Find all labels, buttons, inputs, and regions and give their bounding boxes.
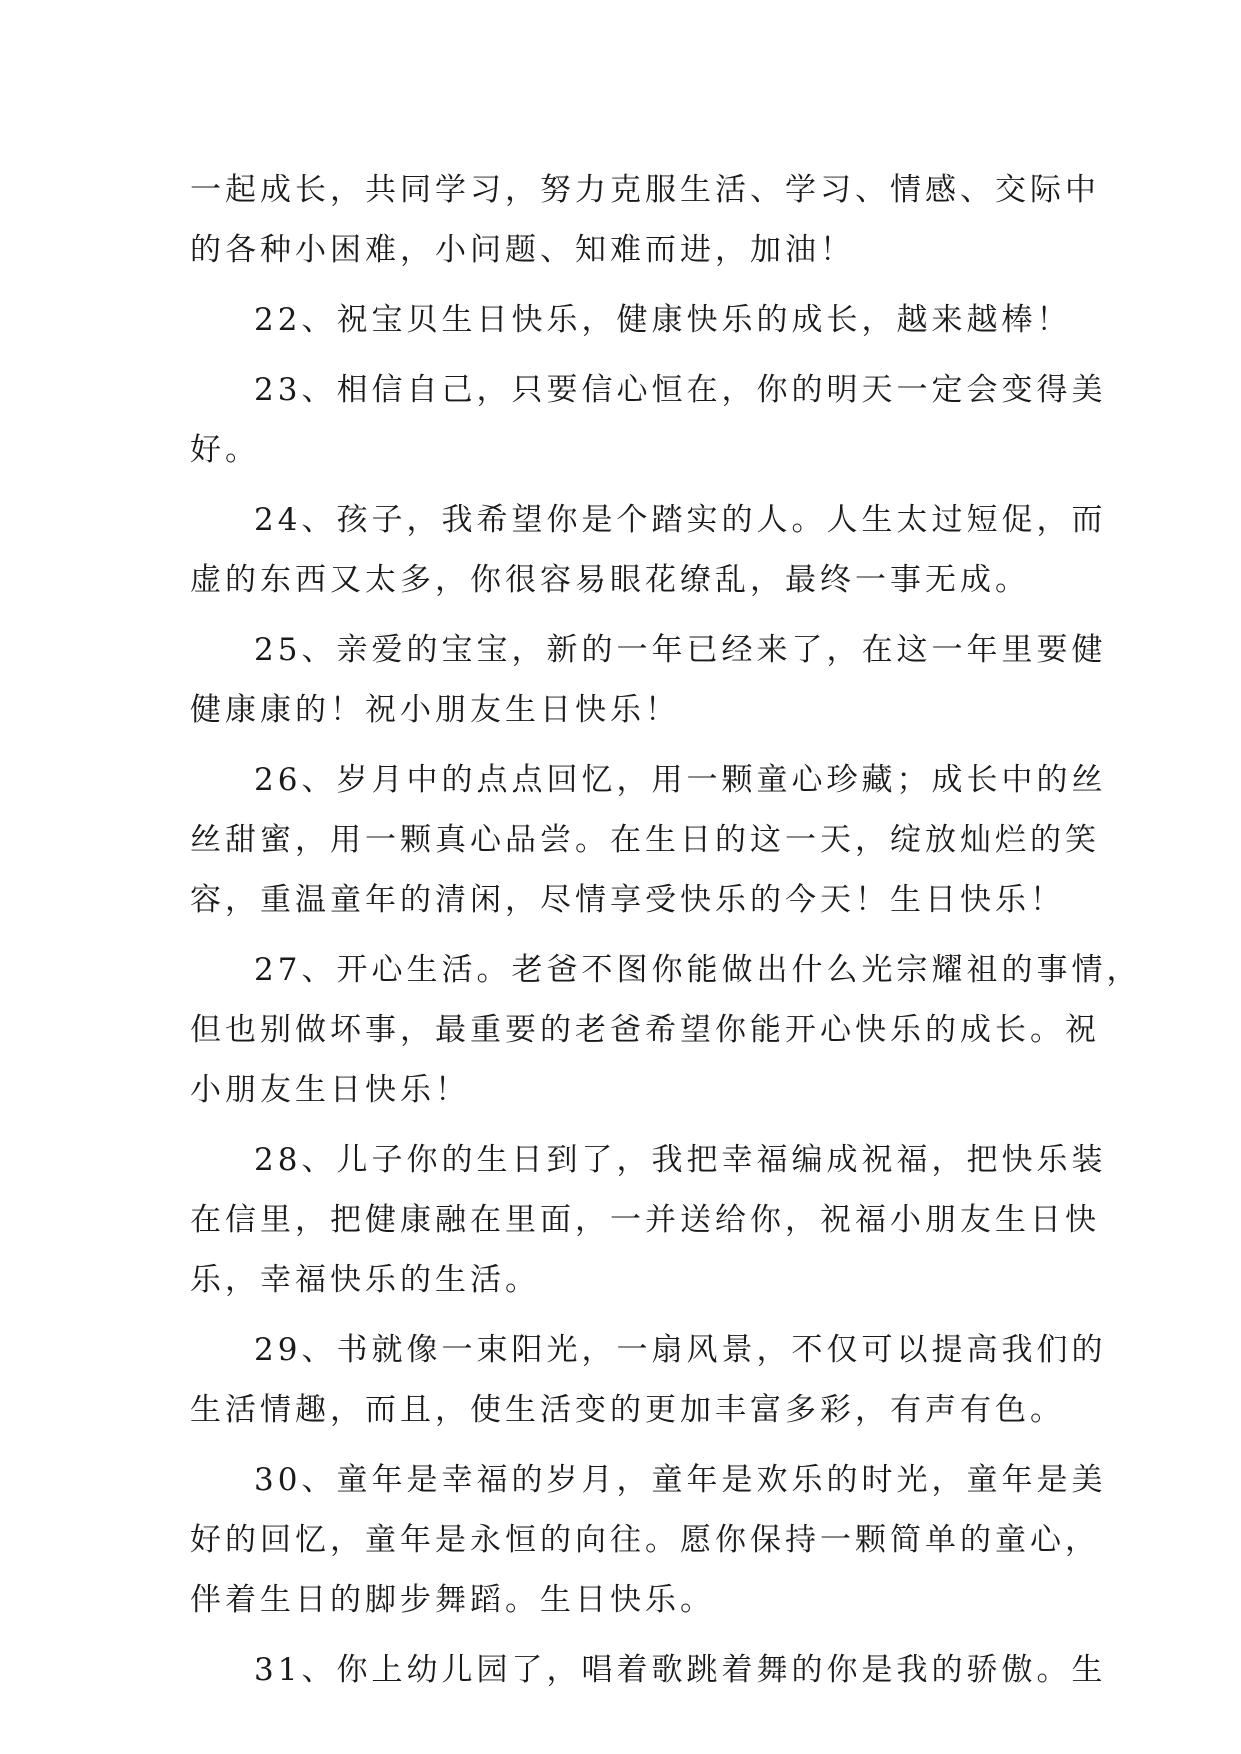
text-line: 容，重温童年的清闲，尽情享受快乐的今天！生日快乐！ (190, 882, 1065, 918)
text-line: 25、亲爱的宝宝，新的一年已经来了，在这一年里要健 (254, 632, 1107, 668)
text-line: 健康康的！祝小朋友生日快乐！ (190, 692, 680, 728)
text-line: 虚的东西又太多，你很容易眼花缭乱，最终一事无成。 (190, 562, 1030, 598)
text-line: 一起成长，共同学习，努力克服生活、学习、情感、交际中 (190, 172, 1100, 208)
text-line: 在信里，把健康融在里面，一并送给你，祝福小朋友生日快 (190, 1202, 1100, 1238)
text-line: 23、相信自己，只要信心恒在，你的明天一定会变得美 (254, 372, 1107, 408)
text-line: 29、书就像一束阳光，一扇风景，不仅可以提高我们的 (254, 1332, 1107, 1368)
text-line: 好。 (190, 432, 260, 468)
text-line: 伴着生日的脚步舞蹈。生日快乐。 (190, 1582, 715, 1618)
text-line: 22、祝宝贝生日快乐，健康快乐的成长，越来越棒！ (254, 302, 1072, 338)
text-line: 28、儿子你的生日到了，我把幸福编成祝福，把快乐装 (254, 1142, 1107, 1178)
text-line: 26、岁月中的点点回忆，用一颗童心珍藏；成长中的丝 (254, 762, 1107, 798)
text-line: 好的回忆，童年是永恒的向往。愿你保持一颗简单的童心， (190, 1522, 1100, 1558)
text-line: 生活情趣，而且，使生活变的更加丰富多彩，有声有色。 (190, 1392, 1065, 1428)
text-line: 24、孩子，我希望你是个踏实的人。人生太过短促，而 (254, 502, 1107, 538)
text-line: 乐，幸福快乐的生活。 (190, 1262, 540, 1298)
text-line: 但也别做坏事，最重要的老爸希望你能开心快乐的成长。祝 (190, 1012, 1100, 1048)
text-line: 30、童年是幸福的岁月，童年是欢乐的时光，童年是美 (254, 1462, 1107, 1498)
text-line: 27、开心生活。老爸不图你能做出什么光宗耀祖的事情， (254, 952, 1142, 988)
document-body (190, 160, 1142, 1700)
text-line: 的各种小困难，小问题、知难而进，加油！ (190, 232, 855, 268)
text-line: 31、你上幼儿园了，唱着歌跳着舞的你是我的骄傲。生 (254, 1652, 1107, 1688)
text-line: 小朋友生日快乐！ (190, 1072, 470, 1108)
text-line: 丝甜蜜，用一颗真心品尝。在生日的这一天，绽放灿烂的笑 (190, 822, 1100, 858)
